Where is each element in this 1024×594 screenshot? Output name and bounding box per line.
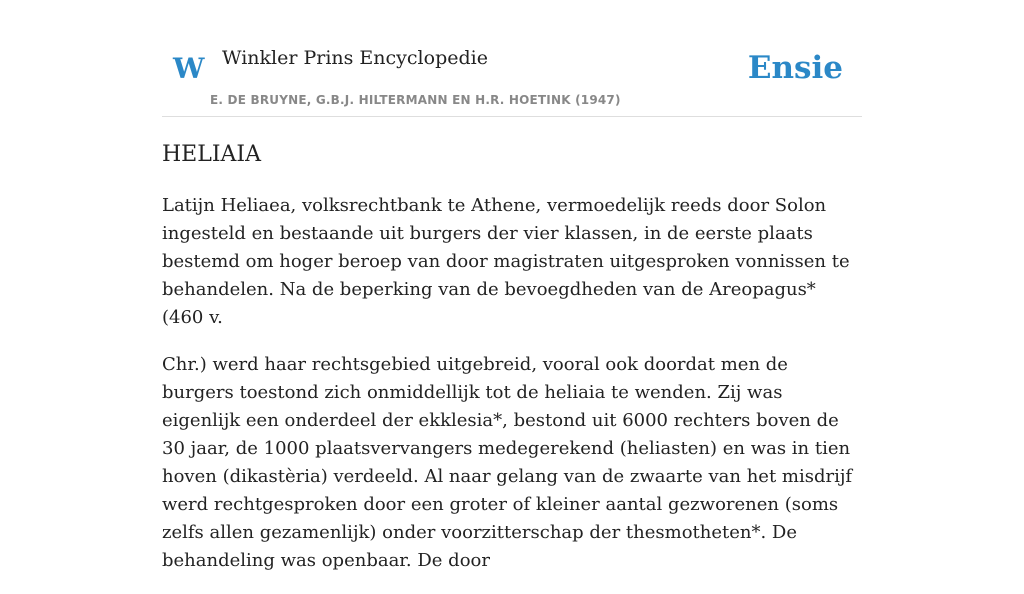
ensie-logo-link[interactable]: Ensie	[747, 50, 843, 86]
entry-body	[162, 192, 862, 594]
entry-paragraph: Chr.) werd haar rechtsgebied uitgebreid, vooral ook doordat men de burgers toestond zich onmiddellijk tot de heliaia te wenden. Zij was eigenlijk een onderdeel der ekklesia*, bestond uit 6000 rechters boven de 30 jaar, de 1000 plaatsvervangers medegerekend (heliasten) en was in tien hoven (dikastèria) verdeeld. Al naar gelang van de zwaarte van het misdrijf werd rechtgesproken door een groter of kleiner aantal gezworenen (soms zelfs allen gezamenlijk) onder voorzitterschap der thesmotheten*. De behandeling was openbaar. De door	[162, 354, 853, 571]
header	[162, 30, 862, 117]
authors-line: E. DE BRUYNE, G.B.J. HILTERMANN EN H.R. HOETINK (1947)	[210, 93, 621, 107]
entry-paragraph: Latijn Heliaea, volksrechtbank te Athene, vermoedelijk reeds door Solon ingesteld en bestaande uit burgers der vier klassen, in de eerste plaats bestemd om hoger beroep van door magistraten uitgesproken vonnissen te behandelen. Na de beperking van de bevoegdheden van de Areopagus* (460 v.	[162, 195, 850, 328]
source-title: Winkler Prins Encyclopedie	[222, 47, 488, 69]
entry-title: HELIAIA	[162, 142, 262, 167]
winkler-prins-logo-icon: W	[173, 52, 205, 85]
